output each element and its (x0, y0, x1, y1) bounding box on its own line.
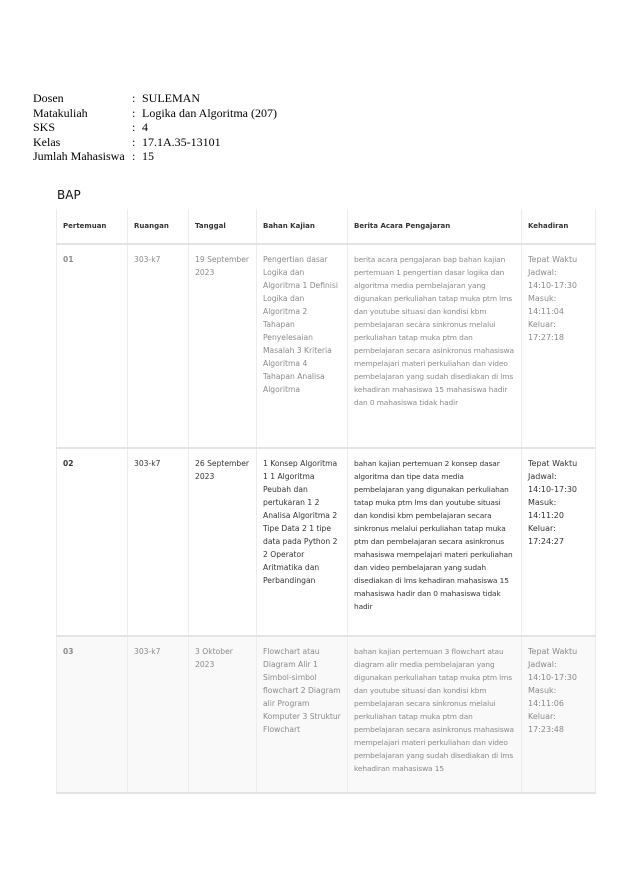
kehadiran-status: Tepat Waktu (528, 255, 578, 264)
kehadiran-keluar: 17:27:18 (528, 333, 564, 342)
info-label: Kelas (33, 134, 61, 149)
info-row-sks (33, 120, 277, 135)
info-separator: : (132, 91, 136, 105)
info-label: Dosen (33, 91, 64, 105)
cell-berita-acara: berita acara pengajaran bap bahan kajian pertemuan 1 pengertian dasar logika dan algoritma media pembelajaran yang digunakan perkuliahan tatap muka ptm lms dan youtube situasi dan kondisi kbm pembelajaran secara sinkronus melalui perkuliahan tatap muka ptm dan pembelajaran secara asinkronus mahasiswa mempelajari materi perkuliahan dan video pembelajaran yang sudah disediakan di lms kehadiran mahasiswa 15 mahasiswa hadir dan 0 mahasiswa tidak hadir (348, 244, 522, 448)
info-separator: : (132, 120, 136, 135)
cell-kehadiran (522, 636, 596, 793)
cell-ruangan: 303-k7 (128, 636, 189, 793)
cell-tanggal: 26 September 2023 (189, 448, 257, 636)
kehadiran-masuk: 14:11:20 (528, 511, 564, 520)
table-header-row (57, 209, 596, 244)
kehadiran-masuk: 14:11:06 (528, 699, 564, 708)
info-value: Logika dan Algoritma (207) (142, 105, 277, 120)
kehadiran-keluar: 17:24:27 (528, 537, 564, 546)
kehadiran-jadwal: 14:10-17:30 (528, 673, 577, 682)
kehadiran-masuk: 14:11:04 (528, 307, 564, 316)
column-header-bahan-kajian: Bahan Kajian (257, 209, 348, 244)
kehadiran-masuk-label: Masuk: (528, 294, 557, 303)
cell-pertemuan: 02 (57, 448, 128, 636)
cell-bahan-kajian: 1 Konsep Algoritma 1 1 Algoritma Peubah dan pertukaran 1 2 Analisa Algoritma 2 Tipe Data 2 1 tipe data pada Python 2 2 Operator Aritmatika dan Perbandingan (257, 448, 348, 636)
info-label: SKS (33, 120, 56, 135)
cell-ruangan: 303-k7 (128, 448, 189, 636)
cell-ruangan: 303-k7 (128, 244, 189, 448)
kehadiran-keluar-label: Keluar: (528, 524, 556, 533)
info-row-dosen (33, 91, 277, 106)
kehadiran-jadwal-label: Jadwal: (528, 660, 557, 669)
cell-berita-acara: bahan kajian pertemuan 2 konsep dasar algoritma dan tipe data media pembelajaran yang digunakan perkuliahan tatap muka ptm lms dan youtube situasi dan kondisi kbm pembelajaran secara sinkronus melalui perkuliahan tatap muka ptm dan pembelajaran secara asinkronus mahasiswa mempelajari materi perkuliahan dan video pembelajaran yang sudah disediakan di lms kehadiran mahasiswa 15 mahasiswa hadir dan 0 mahasiswa tidak hadir (348, 448, 522, 636)
info-separator: : (132, 149, 136, 164)
kehadiran-keluar-label: Keluar: (528, 320, 556, 329)
info-separator: : (132, 134, 136, 149)
table-row (57, 448, 596, 636)
kehadiran-jadwal: 14:10-17:30 (528, 281, 577, 290)
info-value: SULEMAN (142, 91, 201, 105)
cell-tanggal: 19 September 2023 (189, 244, 257, 448)
table-row (57, 244, 596, 448)
column-header-berita-acara: Berita Acara Pengajaran (348, 209, 522, 244)
table-row (57, 636, 596, 793)
cell-pertemuan: 01 (57, 244, 128, 448)
section-title: BAP (57, 188, 81, 202)
column-header-ruangan: Ruangan (128, 209, 189, 244)
kehadiran-masuk-label: Masuk: (528, 498, 557, 507)
info-row-matakuliah (33, 106, 277, 121)
info-value: 15 (142, 149, 154, 164)
info-label: Matakuliah (33, 105, 88, 120)
cell-kehadiran (522, 448, 596, 636)
bap-table (56, 209, 596, 794)
kehadiran-status: Tepat Waktu (528, 459, 578, 468)
kehadiran-keluar-label: Keluar: (528, 712, 556, 721)
info-row-kelas (33, 135, 277, 150)
info-value: 17.1A.35-13101 (142, 134, 221, 149)
cell-pertemuan: 03 (57, 636, 128, 793)
cell-berita-acara: bahan kajian pertemuan 3 flowchart atau diagram alir media pembelajaran yang digunakan perkuliahan tatap muka ptm lms dan youtube situasi dan kondisi kbm pembelajaran secara sinkronus melalui perkuliahan tatap muka ptm dan pembelajaran secara asinkronus mahasiswa mempelajari materi perkuliahan dan video pembelajaran yang sudah disediakan di lms kehadiran mahasiswa 15 (348, 636, 522, 793)
info-row-jumlah-mahasiswa (33, 149, 277, 164)
kehadiran-jadwal-label: Jadwal: (528, 268, 557, 277)
info-separator: : (132, 105, 136, 120)
course-info (33, 91, 277, 164)
column-header-pertemuan: Pertemuan (57, 209, 128, 244)
cell-bahan-kajian: Pengertian dasar Logika dan Algoritma 1 Definisi Logika dan Algoritma 2 Tahapan Penyelesaian Masalah 3 Kriteria Algoritma 4 Tahapan Analisa Algoritma (257, 244, 348, 448)
column-header-kehadiran: Kehadiran (522, 209, 596, 244)
column-header-tanggal: Tanggal (189, 209, 257, 244)
cell-kehadiran (522, 244, 596, 448)
kehadiran-keluar: 17:23:48 (528, 725, 564, 734)
info-label: Jumlah Mahasiswa (33, 149, 125, 164)
kehadiran-jadwal: 14:10-17:30 (528, 485, 577, 494)
kehadiran-jadwal-label: Jadwal: (528, 472, 557, 481)
info-value: 4 (142, 120, 148, 135)
cell-bahan-kajian: Flowchart atau Diagram Alir 1 Simbol-simbol flowchart 2 Diagram alir Program Komputer 3 Struktur Flowchart (257, 636, 348, 793)
kehadiran-masuk-label: Masuk: (528, 686, 557, 695)
cell-tanggal: 3 Oktober 2023 (189, 636, 257, 793)
kehadiran-status: Tepat Waktu (528, 647, 578, 656)
